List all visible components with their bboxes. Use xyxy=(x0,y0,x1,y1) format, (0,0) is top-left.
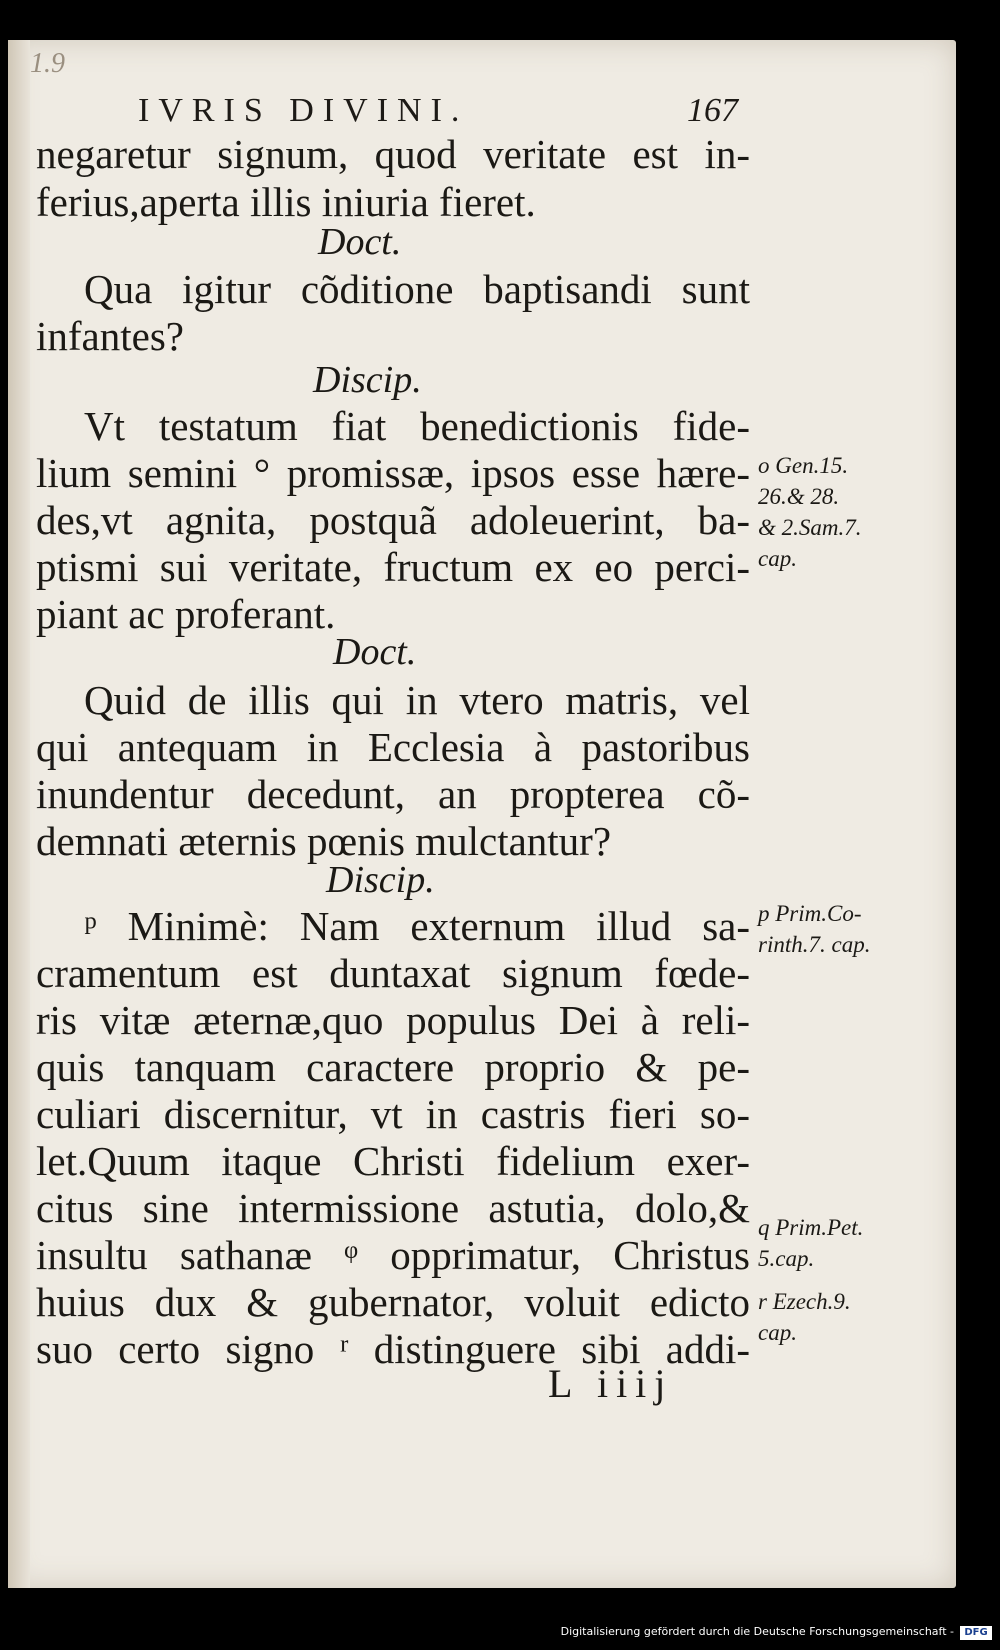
marginal-note-line: p Prim.Co- xyxy=(758,901,862,926)
page-gutter xyxy=(8,40,30,1588)
text-line: qui antequam in Ecclesia à pastoribus xyxy=(36,724,750,770)
text-line: ferius,aperta illis iniuria fieret. xyxy=(36,179,536,225)
dfg-logo-icon: DFG xyxy=(960,1626,992,1640)
text-line: negaretur signum, quod veritate est in- xyxy=(36,131,750,177)
text-line: suo certo signo ʳ distinguere sibi addi- xyxy=(36,1326,750,1372)
text-line: let.Quum itaque Christi fidelium exer- xyxy=(36,1138,750,1184)
marginal-note-line: cap. xyxy=(758,1320,797,1345)
marginal-note-line: & 2.Sam.7. xyxy=(758,515,862,540)
footer-bar xyxy=(0,1606,1000,1650)
signature-mark: L iiij xyxy=(548,1361,674,1406)
marginal-note-line: q Prim.Pet. xyxy=(758,1215,864,1240)
marginal-note-line: 5.cap. xyxy=(758,1246,815,1271)
text-line: insultu sathanæ ᵠ opprimatur, Christus xyxy=(36,1232,750,1278)
text-line: lium semini ° promissæ, ipsos esse hære- xyxy=(36,450,750,496)
marginal-note-line: cap. xyxy=(758,546,797,571)
text-line: infantes? xyxy=(36,313,184,359)
speaker-heading-doct: Doct. xyxy=(318,221,402,263)
text-line: citus sine intermissione astutia, dolo,& xyxy=(36,1185,750,1231)
text-line: Qua igitur cõditione baptisandi sunt xyxy=(84,266,750,312)
speaker-heading-doct: Doct. xyxy=(333,631,417,673)
running-head-title: IVRIS DIVINI. xyxy=(138,92,469,129)
speaker-heading-discip: Discip. xyxy=(313,359,422,401)
text-line: piant ac proferant. xyxy=(36,591,336,637)
marginal-note-line: o Gen.15. xyxy=(758,453,849,478)
marginal-note-q xyxy=(758,1212,908,1274)
text-line: ptismi sui veritate, fructum ex eo perci- xyxy=(36,544,750,590)
text-line: ᵖ Minimè: Nam externum illud sa- xyxy=(84,903,750,949)
text-line: des,vt agnita, postquã adoleuerint, ba- xyxy=(36,497,750,543)
book-page xyxy=(8,40,956,1588)
marginal-note-line: rinth.7. cap. xyxy=(758,932,871,957)
text-line: inundentur decedunt, an propterea cõ- xyxy=(36,771,750,817)
marginal-note-line: 26.& 28. xyxy=(758,484,840,509)
text-line: ris vitæ æternæ,quo populus Dei à reli- xyxy=(36,997,750,1043)
text-line: huius dux & gubernator, voluit edicto xyxy=(36,1279,750,1325)
footer-credit: Digitalisierung gefördert durch die Deutsche Forschungsgemeinschaft - xyxy=(560,1625,954,1638)
text-line: cramentum est duntaxat signum fœde- xyxy=(36,950,750,996)
text-line: Vt testatum fiat benedictionis fide- xyxy=(84,403,750,449)
marginal-note-o xyxy=(758,450,908,574)
text-line: culiari discernitur, vt in castris fieri so- xyxy=(36,1091,750,1137)
pencil-annotation: 1.9 xyxy=(30,48,65,79)
speaker-heading-discip: Discip. xyxy=(326,859,435,901)
page-number: 167 xyxy=(687,92,738,129)
text-line: Quid de illis qui in vtero matris, vel xyxy=(84,677,750,723)
text-line: quis tanquam caractere proprio & pe- xyxy=(36,1044,750,1090)
text-line: demnati æternis pœnis mulctantur? xyxy=(36,818,612,864)
marginal-note-p xyxy=(758,898,908,960)
marginal-note-r xyxy=(758,1286,908,1348)
marginal-note-line: r Ezech.9. xyxy=(758,1289,851,1314)
